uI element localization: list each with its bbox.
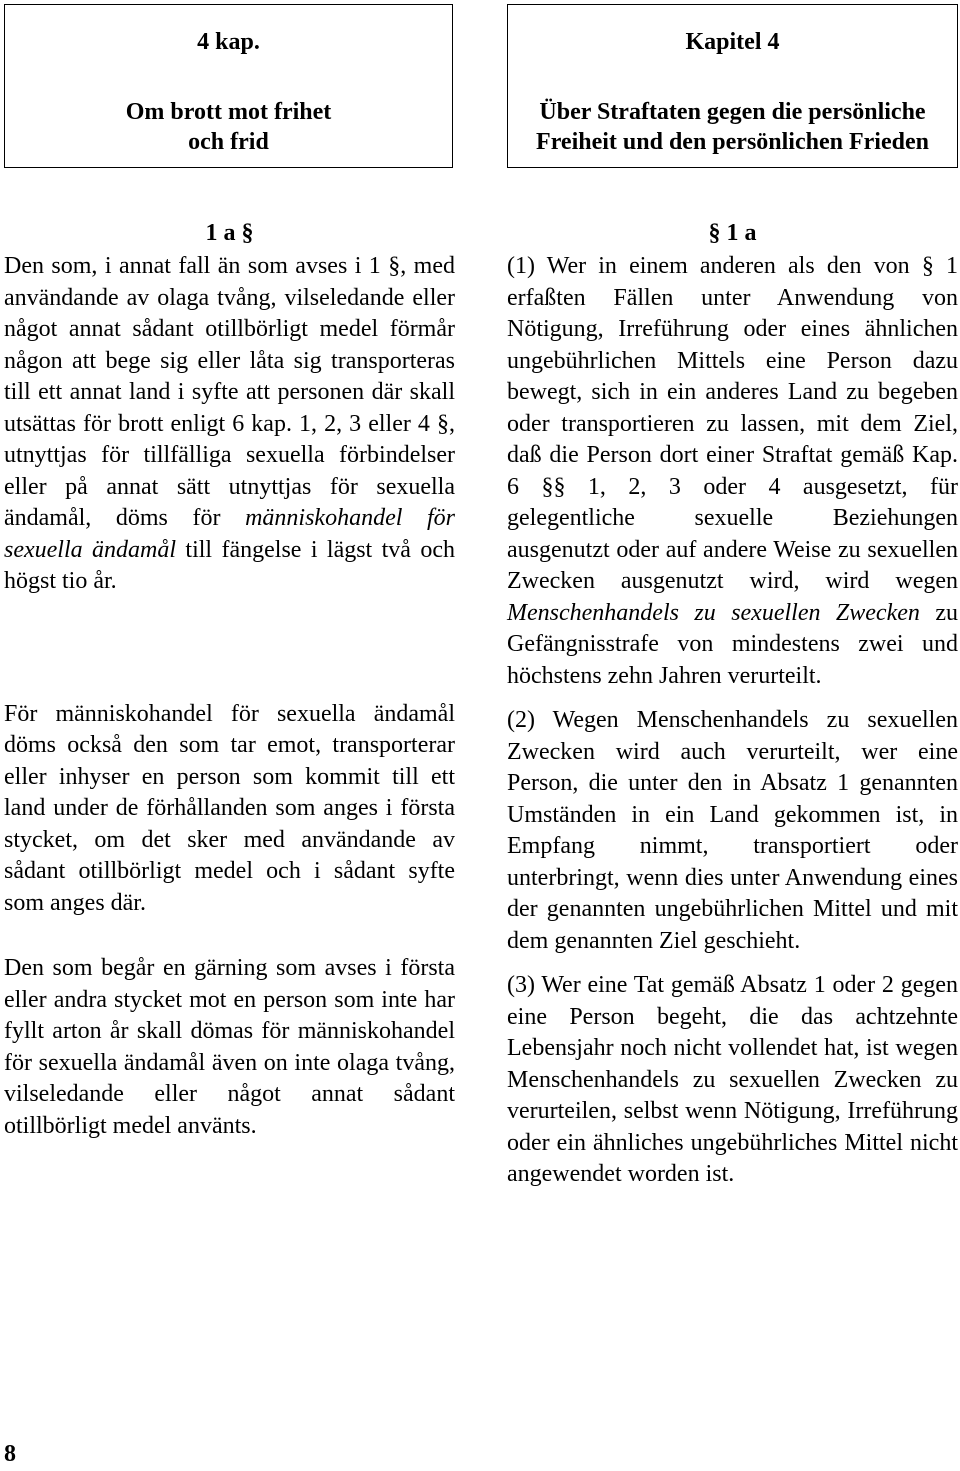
chapter-number-swedish: 4 kap. (197, 29, 260, 55)
section-heading-swedish: 1 a § (205, 220, 254, 246)
chapter-title-swedish (5, 97, 452, 157)
paragraph-swedish-3: Den som begår en gärning som avses i första eller andra stycket mot en person som inte har fyllt arton år skall dömas för människohandel för sexuella ändamål även on inte olaga tvång, vilseledande eller något annat sådant otillbörligt medel använts. (4, 955, 455, 1139)
swedish-text-column (4, 218, 455, 1142)
chapter-header-german (507, 4, 958, 168)
paragraph-german-1 (507, 251, 958, 692)
paragraph-swedish-1 (4, 251, 455, 598)
paragraph-text: zu Gefängnisstrafe von mindestens zwei und höchstens zehn Jahren verurteilt. (507, 599, 958, 689)
paragraph-swedish-2: För människohandel för sexuella ändamål döms också den som tar emot, transporterar eller inhyser en person som kommit till ett land under de förhållanden som anges i första stycket, om det sker med användande av sådant otillbörligt medel och i sådant syfte som anges där. (4, 700, 455, 916)
section-heading-german: § 1 a (708, 220, 757, 246)
chapter-title-swedish-line: och frid (188, 129, 269, 155)
offence-term: Menschenhandels zu sexuellen Zwecken (507, 599, 920, 626)
paragraph-german-3: (3) Wer eine Tat gemäß Absatz 1 oder 2 gegen eine Person begeht, die das achtzehnte Lebensjahr noch nicht vollendet hat, ist wegen Menschenhandels zu sexuellen Zwecken zu verurteilen, selbst wenn Nötigung, Irreführung oder ein ähnliches ungebührliches Mittel nicht angewendet worden ist. (507, 972, 958, 1187)
chapter-title-german-line: Über Straftaten gegen die persönliche (539, 99, 926, 125)
offence-term: människohandel för sexuella ändamål (4, 505, 455, 563)
paragraph-text: (1) Wer in einem anderen als den von § 1 erfaßten Fällen unter Anwendung von Nötigung, Irreführung oder eines ähnlichen ungebührlichen Mittels eine Person dazu bewegt, sich in ein anderes Land zu begeben oder transportieren zu lassen, mit dem Ziel, daß die Person dort einer Straftat gemäß Kap. 6 §§ 1, 2, 3 oder 4 ausgesetzt, für gelegentliche sexuelle Beziehungen ausgenutzt oder auf andere Weise zu sexuellen Zwecken ausgenutzt wird, wird wegen (507, 253, 958, 594)
paragraph-german-2: (2) Wegen Menschenhandels zu sexuellen Zwecken wird auch verurteilt, wer eine Person, die unter den in Absatz 1 genannten Umständen in ein Land gekommen ist, in Empfang nimmt, transportiert oder unterbringt, wenn dies unter Anwendung eines der genannten ungebührlichen Mittel und mit dem genannten Ziel geschieht. (507, 707, 958, 954)
page-number: 8 (4, 1441, 16, 1467)
paragraph-text: till fängelse i lägst två och högst tio år. (4, 536, 455, 594)
chapter-title-german-line: Freiheit und den persönlichen Frieden (536, 129, 929, 155)
german-text-column (507, 218, 958, 1191)
chapter-title-german (508, 97, 957, 157)
paragraph-text: Den som, i annat fall än som avses i 1 §, med användande av olaga tvång, vilseledande eller något annat sådant otillbörligt medel förmår någon att bege sig eller låta sig transporteras till ett annat land i syfte att personen där skall utsättas för brott enligt 6 kap. 1, 2, 3 eller 4 §, utnyttjas för tillfälliga sexuella förbindelser eller på annat sätt utnyttjas för sexuella ändamål, döms för (4, 253, 455, 531)
chapter-title-swedish-line: Om brott mot frihet (125, 99, 332, 125)
chapter-number-german: Kapitel 4 (685, 29, 780, 55)
chapter-header-swedish (4, 4, 453, 168)
